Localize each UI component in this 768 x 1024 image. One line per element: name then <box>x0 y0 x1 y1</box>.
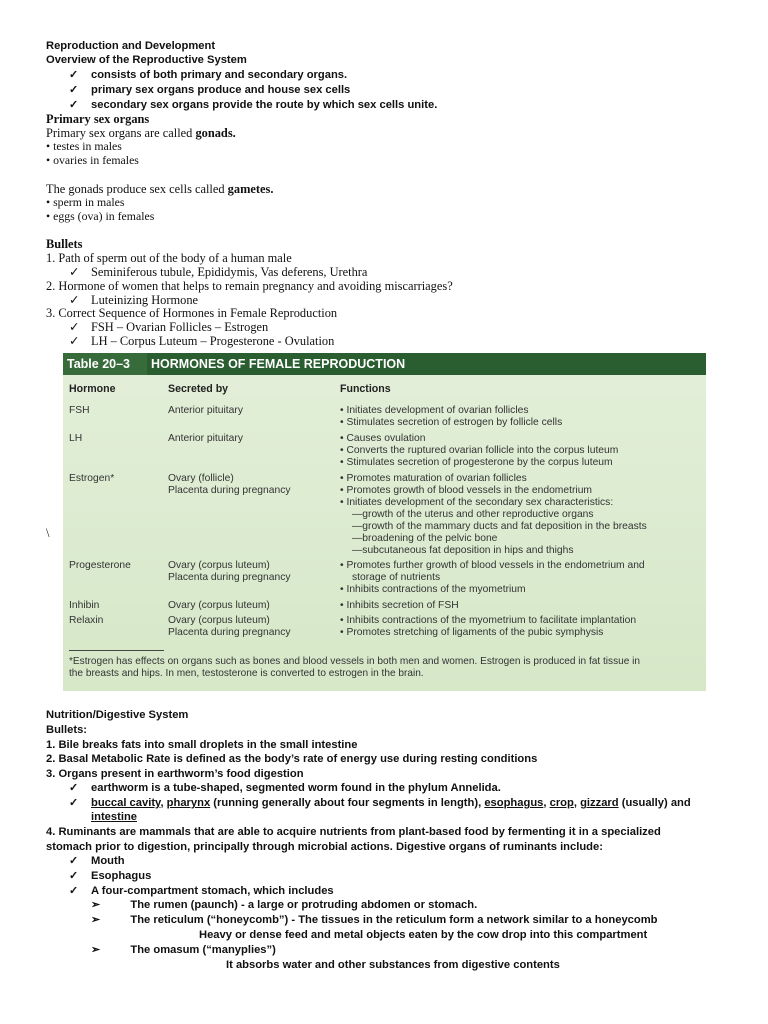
table-cell-secreted: Placenta during pregnancy <box>168 627 291 638</box>
table-cell-secreted: Ovary (corpus luteum) <box>168 560 270 571</box>
list-item: ✓ earthworm is a tube-shaped, segmented worm found in the phylum Annelida. <box>69 782 501 794</box>
table-cell-function: • Promotes maturation of ovarian follicles <box>340 473 527 484</box>
list-item: ✓ buccal cavity, pharynx (running generally about four segments in length), esophagus, crop, gizzard (usually) and <box>69 797 691 809</box>
table-cell-hormone: Progesterone <box>69 560 131 571</box>
table-header-bar <box>63 353 706 375</box>
answer: ✓ FSH – Ovarian Follicles – Estrogen <box>69 320 269 334</box>
table-cell-function: storage of nutrients <box>352 572 441 583</box>
table-cell-secreted: Ovary (corpus luteum) <box>168 600 270 611</box>
checkmark-icon: ✓ <box>69 870 79 882</box>
list-item: • sperm in males <box>46 195 125 209</box>
doc-title: Reproduction and Development <box>46 40 216 52</box>
list-item: ✓ A four-compartment stomach, which includes <box>69 885 334 897</box>
table-title: HORMONES OF FEMALE REPRODUCTION <box>151 357 406 371</box>
column-header: Functions <box>340 383 391 395</box>
table-cell-function: • Converts the ruptured ovarian follicle into the corpus luteum <box>340 445 619 456</box>
answer: ✓ LH – Corpus Luteum – Progesterone - Ovulation <box>69 334 335 348</box>
table-number: Table 20–3 <box>63 353 147 375</box>
paragraph: Primary sex organs are called gonads. <box>46 126 236 140</box>
question: 1. Path of sperm out of the body of a human male <box>46 251 292 265</box>
table-cell-function: • Stimulates secretion of progesterone by the corpus luteum <box>340 457 613 468</box>
table-cell-function: • Inhibits contractions of the myometrium <box>340 584 526 595</box>
table-cell-hormone: FSH <box>69 405 90 416</box>
list-item: 4. Ruminants are mammals that are able to acquire nutrients from plant-based food by fermenting it in a specialized <box>46 826 661 838</box>
list-item: ✓ Esophagus <box>69 870 152 882</box>
answer: ✓ Luteinizing Hormone <box>69 293 199 307</box>
table-cell-secreted: Placenta during pregnancy <box>168 485 291 496</box>
table-cell-function: • Inhibits contractions of the myometrium to facilitate implantation <box>340 615 637 626</box>
table-cell-secreted: Anterior pituitary <box>168 405 243 416</box>
checkmark-icon: ✓ <box>69 69 79 81</box>
column-header: Hormone <box>69 383 116 395</box>
table-cell-secreted: Placenta during pregnancy <box>168 572 291 583</box>
list-item: ➢ The rumen (paunch) - a large or protruding abdomen or stomach. <box>91 899 478 911</box>
table-cell-function: • Initiates development of the secondary sex characteristics: <box>340 497 614 508</box>
table-cell-function: • Stimulates secretion of estrogen by follicle cells <box>340 417 563 428</box>
table-cell-function: —growth of the uterus and other reproductive organs <box>352 509 594 520</box>
list-item: Heavy or dense feed and metal objects eaten by the cow drop into this compartment <box>199 929 648 941</box>
arrow-icon: ➢ <box>91 914 101 926</box>
list-item: • eggs (ova) in females <box>46 209 155 223</box>
table-cell-function: • Promotes growth of blood vessels in the endometrium <box>340 485 592 496</box>
list-item: ➢ The omasum (“manyplies”) <box>91 944 276 956</box>
checkmark-icon: ✓ <box>69 855 79 867</box>
section-heading: Nutrition/Digestive System <box>46 709 189 721</box>
table-cell-secreted: Ovary (corpus luteum) <box>168 615 270 626</box>
table-cell-secreted: Anterior pituitary <box>168 433 243 444</box>
table-cell-function: • Promotes stretching of ligaments of the pubic symphysis <box>340 627 604 638</box>
table-cell-hormone: Estrogen* <box>69 473 115 484</box>
hormone-table <box>63 353 706 691</box>
list-item: 2. Basal Metabolic Rate is defined as the body’s rate of energy use during resting conditions <box>46 753 538 765</box>
answer: ✓ Seminiferous tubule, Epididymis, Vas deferens, Urethra <box>69 265 368 279</box>
checkmark-icon: ✓ <box>69 885 79 897</box>
table-cell-function: • Initiates development of ovarian follicles <box>340 405 529 416</box>
table-cell-hormone: Inhibin <box>69 600 100 611</box>
question: 3. Correct Sequence of Hormones in Female Reproduction <box>46 306 338 320</box>
list-item: ✓ consists of both primary and secondary organs. <box>69 69 348 81</box>
question: 2. Hormone of women that helps to remain pregnancy and avoiding miscarriages? <box>46 279 453 293</box>
list-item: It absorbs water and other substances from digestive contents <box>226 959 560 971</box>
table-cell-hormone: Relaxin <box>69 615 104 626</box>
column-header: Secreted by <box>168 383 229 395</box>
list-item: ✓ Mouth <box>69 855 125 867</box>
subheading: Bullets <box>46 237 83 251</box>
arrow-icon: ➢ <box>91 899 101 911</box>
list-item: • ovaries in females <box>46 153 139 167</box>
list-item: 1. Bile breaks fats into small droplets in the small intestine <box>46 739 358 751</box>
arrow-icon: ➢ <box>91 944 101 956</box>
checkmark-icon: ✓ <box>69 320 80 334</box>
table-cell-function: —growth of the mammary ducts and fat deposition in the breasts <box>352 521 647 532</box>
checkmark-icon: ✓ <box>69 334 80 348</box>
checkmark-icon: ✓ <box>69 84 79 96</box>
table-cell-function: • Inhibits secretion of FSH <box>340 600 459 611</box>
list-item: • testes in males <box>46 139 122 153</box>
footnote-divider <box>69 650 164 651</box>
table-cell-secreted: Ovary (follicle) <box>168 473 234 484</box>
checkmark-icon: ✓ <box>69 797 79 809</box>
list-item: 3. Organs present in earthworm’s food digestion <box>46 768 304 780</box>
table-cell-function: —broadening of the pelvic bone <box>352 533 498 544</box>
table-cell-function: —subcutaneous fat deposition in hips and thighs <box>352 545 574 556</box>
section-heading: Overview of the Reproductive System <box>46 54 247 66</box>
subheading: Primary sex organs <box>46 112 150 126</box>
list-item: ➢ The reticulum (“honeycomb”) - The tissues in the reticulum form a network similar to a honeycomb <box>91 914 658 926</box>
table-cell-function: • Causes ovulation <box>340 433 426 444</box>
paragraph: The gonads produce sex cells called gametes. <box>46 182 274 196</box>
checkmark-icon: ✓ <box>69 293 80 307</box>
list-item: intestine <box>91 811 138 823</box>
list-item: ✓ secondary sex organs provide the route by which sex cells unite. <box>69 99 438 111</box>
table-footnote: *Estrogen has effects on organs such as bones and blood vessels in both men and women. Estrogen is produced in fat tissue in the breasts and hips. In men, testosterone is converted to estrogen in the brain. <box>69 656 641 679</box>
table-cell-hormone: LH <box>69 433 83 444</box>
table-cell-function: • Promotes further growth of blood vessels in the endometrium and <box>340 560 645 571</box>
checkmark-icon: ✓ <box>69 265 80 279</box>
subheading: Bullets: <box>46 724 88 736</box>
list-item: ✓ primary sex organs produce and house sex cells <box>69 84 351 96</box>
stray-character: \ <box>46 526 50 540</box>
checkmark-icon: ✓ <box>69 99 79 111</box>
checkmark-icon: ✓ <box>69 782 79 794</box>
list-item: stomach prior to digestion, principally through microbial actions. Digestive organs of ruminants include: <box>46 841 603 853</box>
